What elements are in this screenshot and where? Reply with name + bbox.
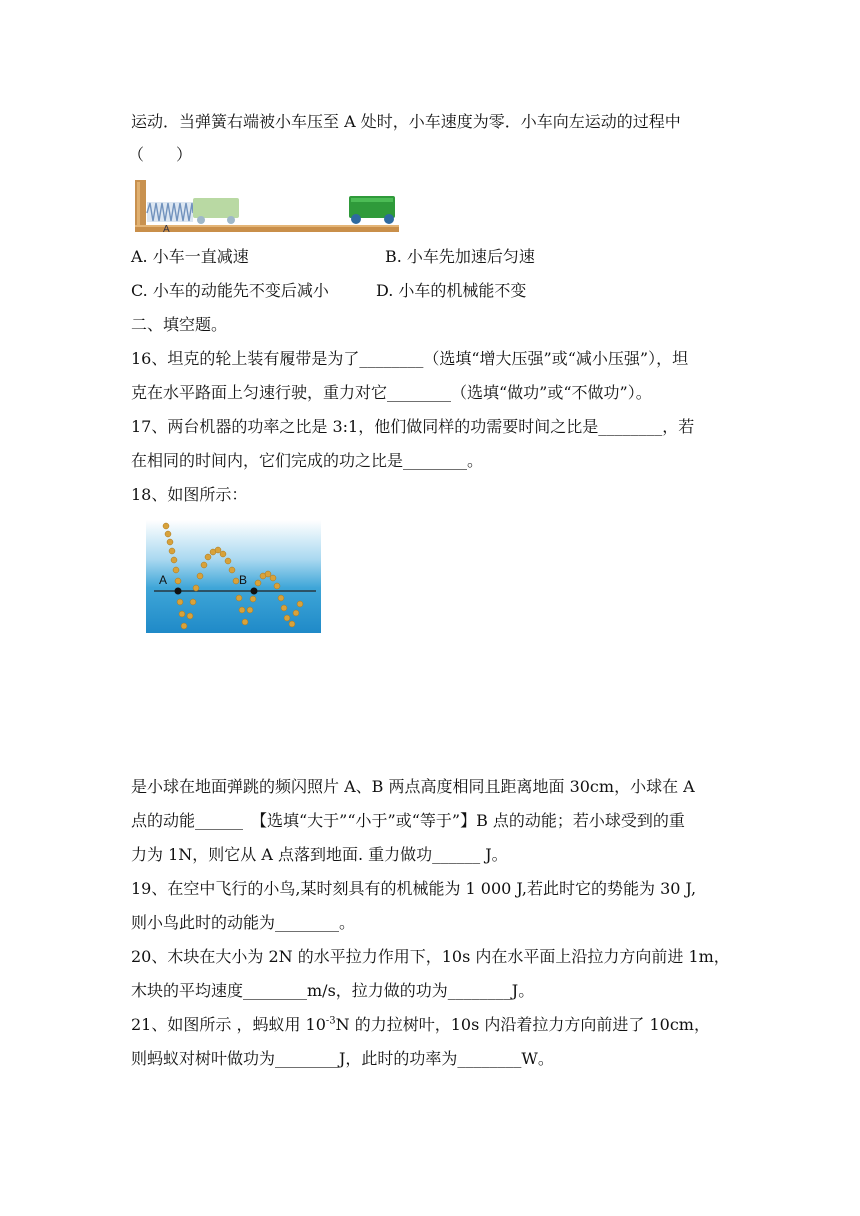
q18-line3: 点的动能______ 【选填“大于”“小于”或“等于”】B 点的动能；若小球受到的重 xyxy=(131,811,685,830)
q15-stem-line: 运动．当弹簧右端被小车压至 A 处时，小车速度为零．小车向左运动的过程中 xyxy=(131,112,681,131)
label-a: A xyxy=(159,573,168,587)
q16-line2: 克在水平路面上匀速行驶，重力对它________（选填“做功”或“不做功”）。 xyxy=(131,383,652,402)
q15-option-d: D. 小车的机械能不变 xyxy=(376,281,527,300)
q16-line1: 16、坦克的轮上装有履带是为了________（选填“增大压强”或“减小压强”），坦 xyxy=(131,349,689,368)
q15-option-c: C. 小车的动能先不变后减小 xyxy=(131,281,329,300)
spring-cart-figure xyxy=(135,176,403,234)
point-a xyxy=(175,588,182,595)
q18-line4: 力为 1N，则它从 A 点落到地面. 重力做功______ J。 xyxy=(131,845,508,864)
q17-line1: 17、两台机器的功率之比是 3:1，他们做同样的功需要时间之比是________，若 xyxy=(131,417,695,436)
cart-at-a xyxy=(193,198,239,218)
bouncing-ball-figure xyxy=(146,520,321,633)
label-a: A xyxy=(163,224,170,234)
q15-answer-bracket: （ ） xyxy=(128,145,193,164)
q20-line1: 20、木块在大小为 2N 的水平拉力作用下，10s 内在水平面上沿拉力方向前进 1m， xyxy=(131,947,730,966)
q18-line1: 18、如图所示： xyxy=(131,485,248,504)
q19-line2: 则小鸟此时的动能为________。 xyxy=(131,913,356,932)
q21-exponent: -3 xyxy=(325,1015,336,1027)
q17-line2: 在相同的时间内，它们完成的功之比是________。 xyxy=(131,451,484,470)
q15-option-b: B. 小车先加速后匀速 xyxy=(385,247,535,266)
label-b: B xyxy=(239,573,248,587)
wall-block xyxy=(135,180,146,232)
q19-line1: 19、在空中飞行的小鸟,某时刻具有的机械能为 1 000 J,若此时它的势能为 30 J, xyxy=(131,879,697,898)
point-b xyxy=(251,588,258,595)
section-title: 二、填空题。 xyxy=(131,315,228,334)
q18-line2: 是小球在地面弹跳的频闪照片 A、B 两点高度相同且距离地面 30cm，小球在 A xyxy=(131,777,695,796)
q21-line2: 则蚂蚁对树叶做功为________J，此时的功率为________W。 xyxy=(131,1049,554,1068)
q21-line1-post: N 的力拉树叶，10s 内沿着拉力方向前进了 10cm， xyxy=(335,1015,710,1034)
q21-line1 xyxy=(131,1015,710,1035)
q20-line2: 木块的平均速度________m/s，拉力做的功为________J。 xyxy=(131,981,535,1000)
q21-line1-pre: 21、如图所示 ，蚂蚁用 10 xyxy=(131,1015,326,1034)
q15-option-a: A. 小车一直减速 xyxy=(131,247,249,266)
